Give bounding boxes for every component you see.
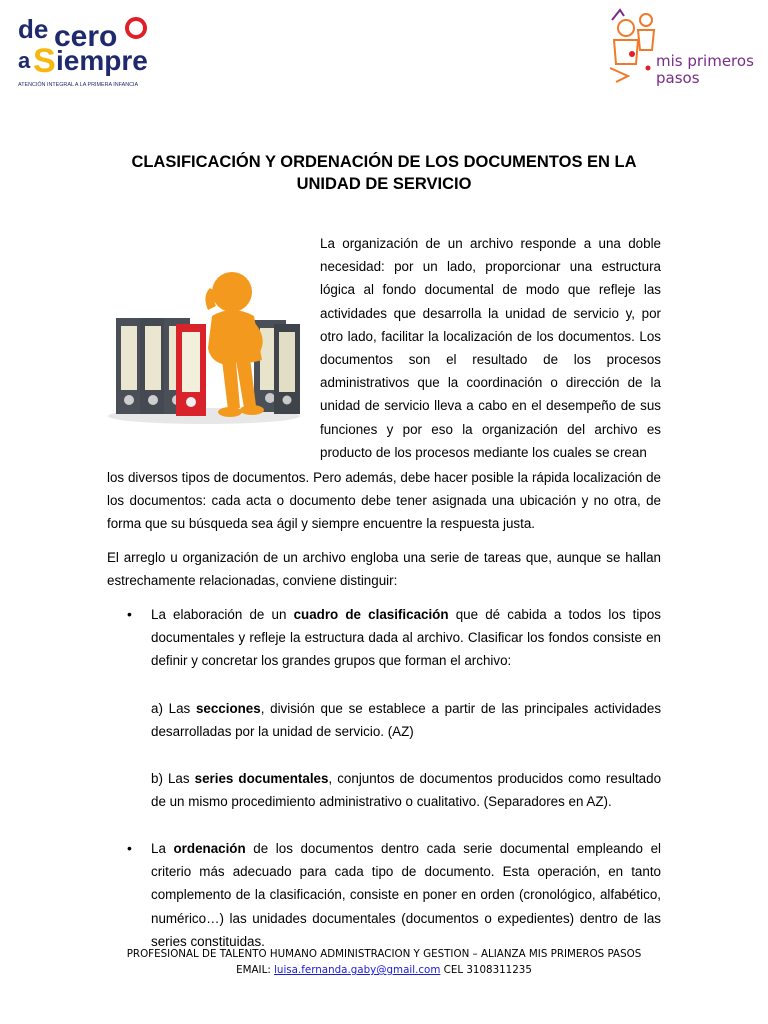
sub-item-text: , conjuntos de documentos producidos como resultado de un mismo procedimiento administrativo o cualitativo. (Separadores en AZ).	[151, 771, 662, 810]
sub-item-text: a) Las	[151, 701, 196, 716]
list-item-keyword: cuadro de clasificación	[293, 607, 449, 622]
sub-item-text: , división que se establece a partir de las principales actividades desarrolladas por la unidad de servicio. (AZ)	[151, 701, 662, 740]
svg-text:ATENCIÓN INTEGRAL A LA PRIMERA: ATENCIÓN INTEGRAL A LA PRIMERA INFANCIA	[18, 82, 139, 88]
sub-item-text: b) Las	[151, 771, 195, 786]
de-cero-a-siempre-logo	[16, 10, 161, 90]
svg-text:iempre: iempre	[56, 45, 148, 76]
svg-text:de: de	[18, 14, 49, 44]
tasks-intro-paragraph: El arreglo u organización de un archivo engloba una serie de tareas que, aunque se hallan estrechamente relacionadas, conviene distinguir:	[107, 550, 661, 589]
svg-text:S: S	[33, 42, 56, 80]
footer-email-label: EMAIL:	[236, 964, 275, 976]
sub-item-secciones	[151, 697, 661, 743]
footer-title: PROFESIONAL DE TALENTO HUMANO ADMINISTRACION Y GESTION – ALIANZA MIS PRIMEROS PASOS	[126, 948, 642, 960]
list-item-classification	[151, 603, 661, 673]
list-item-text: La elaboración de un	[151, 607, 294, 622]
sub-item-series	[151, 767, 661, 813]
svg-text:pasos: pasos	[656, 69, 700, 87]
footer-email-link[interactable]: luisa.fernanda.gaby@gmail.com	[274, 964, 441, 976]
list-item-text: de los documentos dentro cada serie documental empleando el criterio más adecuado para cada tipo de documento. Esta operación, en tanto complemento de la clasificación, consiste en poner en orden (cronológico, alfabético, numérico…) las unidades documentales (documentos o expedientes) dentro de las series constituidas.	[151, 841, 661, 949]
bullet-dot: •	[127, 840, 132, 856]
sub-item-keyword: secciones	[195, 701, 261, 716]
sub-item-keyword: series documentales	[194, 771, 329, 786]
list-item-text: que dé cabida a todos los tipos documentales y refleje la estructura dada al archivo. Clasificar los fondos consiste en definir y concretar los grandes grupos que forman el archivo:	[151, 607, 661, 669]
binders-figure-illustration	[104, 240, 310, 430]
document-title	[100, 151, 668, 195]
bullet-dot: •	[127, 606, 132, 622]
mis-primeros-pasos-logo	[606, 6, 762, 88]
title-line-1: CLASIFICACIÓN Y ORDENACIÓN DE LOS DOCUMENTOS EN LA	[131, 153, 637, 171]
intro-paragraph-continuation: los diversos tipos de documentos. Pero además, debe hacer posible la rápida localización de los documentos: cada acta o documento debe tener asignada una ubicación y no otra, de forma que su búsqueda sea ágil y siempre encuentre la respuesta justa.	[107, 470, 661, 532]
list-item-ordenacion	[151, 837, 661, 953]
list-item-text: La	[151, 841, 174, 856]
svg-text:cero: cero	[54, 20, 118, 53]
list-item-keyword: ordenación	[173, 841, 246, 856]
svg-text:a: a	[18, 48, 31, 73]
svg-text:mis primeros: mis primeros	[656, 52, 754, 70]
title-line-2: UNIDAD DE SERVICIO	[296, 175, 472, 193]
intro-paragraph-wrapped: La organización de un archivo responde a una doble necesidad: por un lado, proporcionar una estructura lógica al fondo documental de modo que refleje las actividades que desarrolla la unidad de servicio y, por otro lado, facilitar la localización de los documentos. Los documentos son el resultado de los procesos administrativos que la coordinación o dirección de la unidad de servicio lleva a cabo en el desempeño de sus funciones y por eso la organización del archivo es producto de los procesos mediante los cuales se crean	[320, 236, 661, 460]
footer-contact	[0, 963, 768, 978]
footer-phone: CEL 3108311235	[440, 964, 532, 976]
